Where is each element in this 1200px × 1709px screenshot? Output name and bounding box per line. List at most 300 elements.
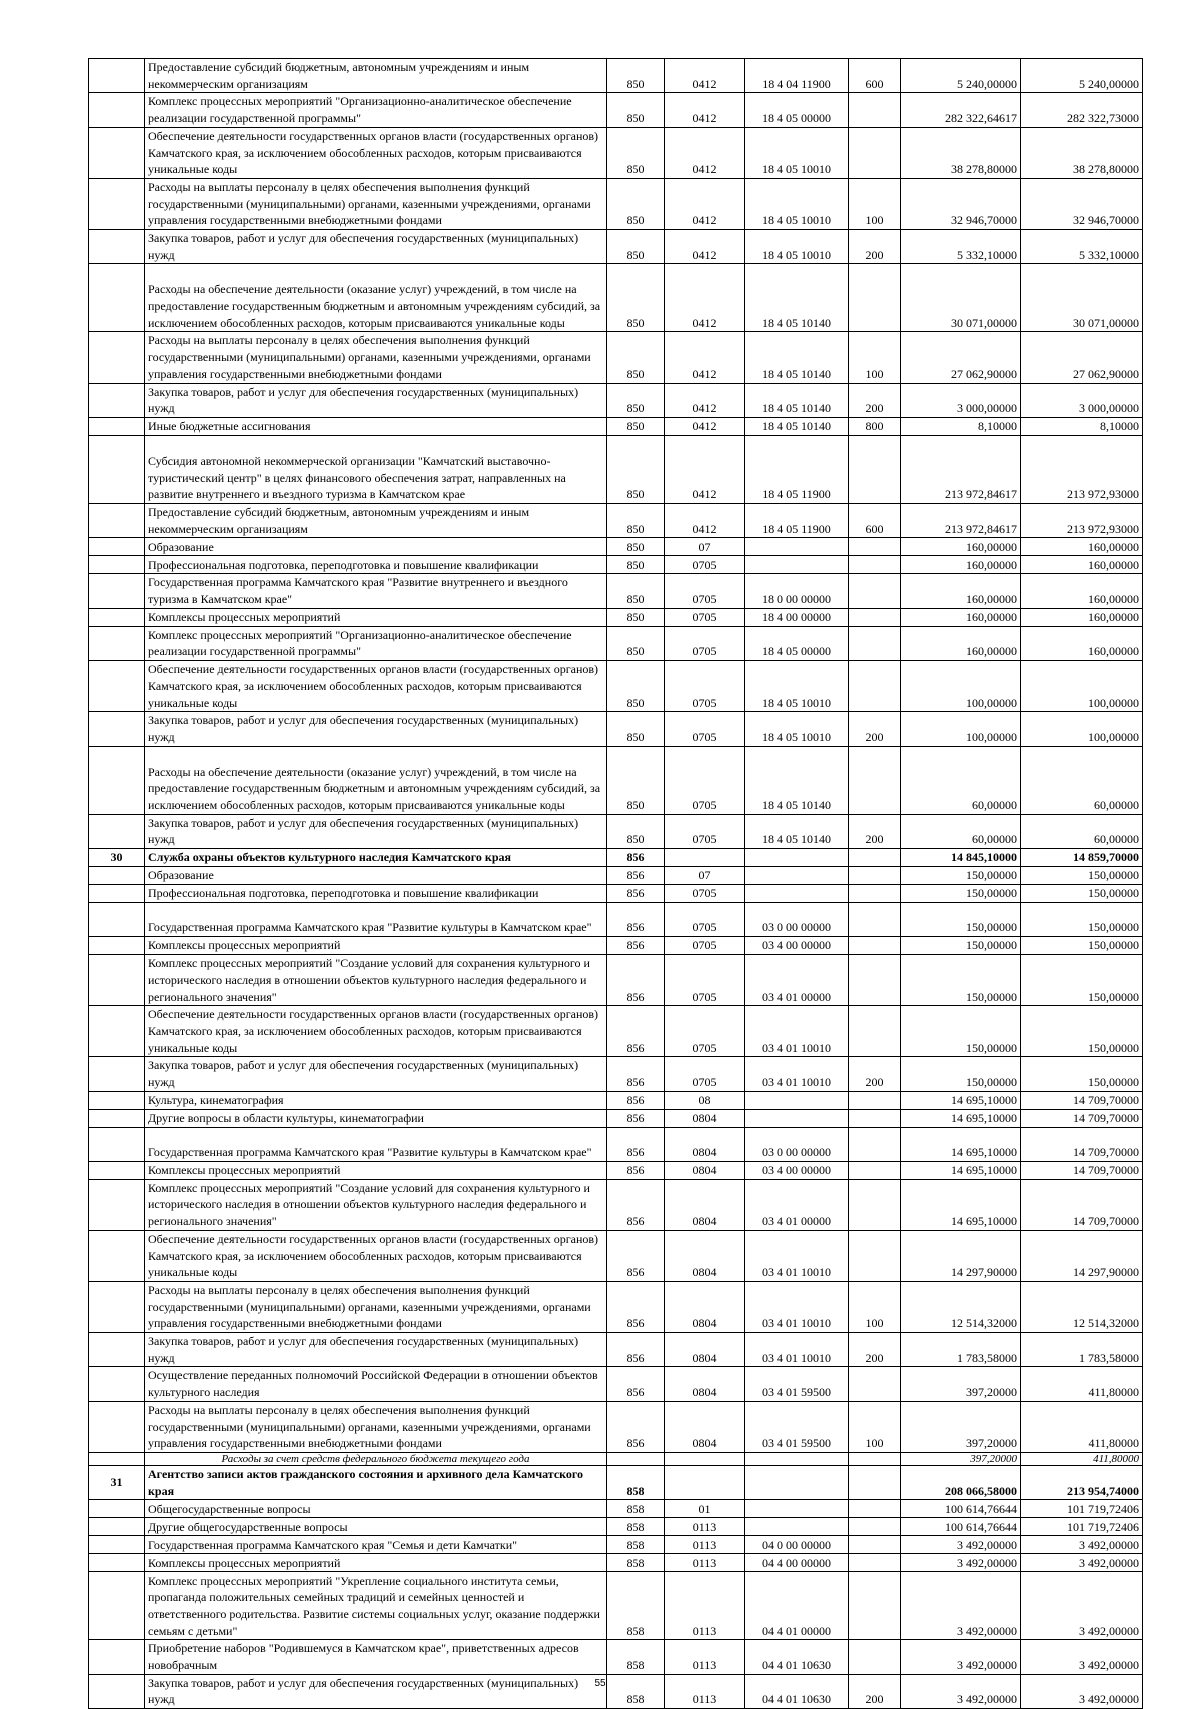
row-number-cell (89, 867, 145, 885)
expense-type-cell (849, 435, 901, 503)
expense-type-cell (849, 955, 901, 1006)
target-article-cell: 04 4 00 00000 (745, 1554, 849, 1572)
row-number-cell (89, 1161, 145, 1179)
target-article-cell: 04 0 00 00000 (745, 1536, 849, 1554)
section-code-cell: 0113 (665, 1674, 745, 1708)
expense-name-cell: Комплекс процессных мероприятий "Создание условий для сохранения культурного и исторического наследия в отношении объектов культурного наследия федерального и регионального значения" (145, 1179, 607, 1230)
table-row (89, 814, 1143, 848)
expense-type-cell (849, 1091, 901, 1109)
amount-year1-cell: 30 071,00000 (901, 264, 1021, 332)
department-code-cell: 850 (607, 608, 665, 626)
amount-year1-cell: 150,00000 (901, 1057, 1021, 1091)
target-article-cell: 03 0 00 00000 (745, 903, 849, 937)
department-code-cell: 856 (607, 903, 665, 937)
amount-year2-cell: 27 062,90000 (1021, 332, 1143, 383)
expense-type-cell (849, 1367, 901, 1401)
table-row (89, 661, 1143, 712)
section-code-cell: 0113 (665, 1640, 745, 1674)
department-code-cell: 850 (607, 712, 665, 746)
target-article-cell: 18 4 05 10010 (745, 127, 849, 178)
target-article-cell: 18 4 05 11900 (745, 435, 849, 503)
amount-year1-cell: 14 695,10000 (901, 1109, 1021, 1127)
department-code-cell: 850 (607, 574, 665, 608)
amount-year1-cell: 14 297,90000 (901, 1230, 1021, 1281)
row-number-cell (89, 661, 145, 712)
department-code-cell: 856 (607, 1109, 665, 1127)
amount-year2-cell: 150,00000 (1021, 937, 1143, 955)
table-row (89, 178, 1143, 229)
row-number-cell (89, 1536, 145, 1554)
amount-year1-cell: 3 000,00000 (901, 383, 1021, 417)
expense-type-cell (849, 885, 901, 903)
expense-name-cell: Комплекс процессных мероприятий "Организационно-аналитическое обеспечение реализации государственной программы" (145, 626, 607, 660)
expense-type-cell (849, 556, 901, 574)
expense-name-cell: Комплексы процессных мероприятий (145, 1554, 607, 1572)
row-number-cell (89, 712, 145, 746)
section-code-cell: 0804 (665, 1230, 745, 1281)
table-row (89, 127, 1143, 178)
row-number-cell (89, 1057, 145, 1091)
expense-name-cell: Расходы на выплаты персоналу в целях обеспечения выполнения функций государственными (муниципальными) органами, казенными учреждениями, органами управления государственными внебюджетными фондами (145, 178, 607, 229)
table-row (89, 1554, 1143, 1572)
expense-type-cell (849, 1465, 901, 1499)
target-article-cell: 03 4 01 10010 (745, 1281, 849, 1332)
table-row (89, 1057, 1143, 1091)
budget-document (88, 58, 1142, 1709)
table-row (89, 712, 1143, 746)
row-number-cell (89, 1500, 145, 1518)
section-code-cell: 0113 (665, 1536, 745, 1554)
expense-type-cell (849, 93, 901, 127)
target-article-cell: 03 4 01 10010 (745, 1006, 849, 1057)
expense-type-cell (849, 574, 901, 608)
amount-year2-cell: 3 492,00000 (1021, 1554, 1143, 1572)
expense-type-cell: 600 (849, 59, 901, 93)
amount-year1-cell: 14 695,10000 (901, 1127, 1021, 1161)
table-row (89, 332, 1143, 383)
table-row (89, 1161, 1143, 1179)
target-article-cell: 18 4 05 10140 (745, 417, 849, 435)
table-row (89, 574, 1143, 608)
row-number-cell (89, 332, 145, 383)
amount-year2-cell: 14 709,70000 (1021, 1179, 1143, 1230)
expense-name-cell: Расходы на выплаты персоналу в целях обеспечения выполнения функций государственными (муниципальными) органами, казенными учреждениями, органами управления государственными внебюджетными фондами (145, 1401, 607, 1452)
target-article-cell (745, 885, 849, 903)
department-code-cell: 858 (607, 1572, 665, 1640)
section-code-cell: 0412 (665, 435, 745, 503)
row-number-cell (89, 1333, 145, 1367)
section-code-cell: 0705 (665, 937, 745, 955)
amount-year1-cell: 14 695,10000 (901, 1161, 1021, 1179)
expense-name-cell: Расходы на обеспечение деятельности (оказание услуг) учреждений, в том числе на предоставление государственным бюджетным и автономным учреждениям субсидий, за исключением обособленных расходов, которым присваиваются уникальные коды (145, 746, 607, 814)
row-number-cell (89, 746, 145, 814)
amount-year1-cell: 3 492,00000 (901, 1640, 1021, 1674)
amount-year2-cell: 213 972,93000 (1021, 435, 1143, 503)
amount-year2-cell: 160,00000 (1021, 626, 1143, 660)
table-row (89, 383, 1143, 417)
amount-year2-cell: 101 719,72406 (1021, 1500, 1143, 1518)
department-code-cell: 850 (607, 264, 665, 332)
target-article-cell: 03 4 00 00000 (745, 1161, 849, 1179)
table-row (89, 1281, 1143, 1332)
target-article-cell (745, 1452, 849, 1465)
department-code-cell: 858 (607, 1465, 665, 1499)
target-article-cell: 03 0 00 00000 (745, 1127, 849, 1161)
amount-year2-cell: 14 859,70000 (1021, 849, 1143, 867)
expense-type-cell (849, 903, 901, 937)
expense-name-cell: Предоставление субсидий бюджетным, автономным учреждениям и иным некоммерческим организациям (145, 59, 607, 93)
page-number: 55 (594, 1678, 606, 1689)
amount-year2-cell: 213 954,74000 (1021, 1465, 1143, 1499)
target-article-cell: 18 4 05 10010 (745, 178, 849, 229)
table-row (89, 1500, 1143, 1518)
amount-year2-cell: 100,00000 (1021, 661, 1143, 712)
row-number-cell (89, 1554, 145, 1572)
row-number-cell (89, 178, 145, 229)
expenditure-table (88, 58, 1143, 1709)
table-row (89, 1091, 1143, 1109)
table-row (89, 417, 1143, 435)
section-code-cell: 0804 (665, 1281, 745, 1332)
row-number-cell (89, 1109, 145, 1127)
amount-year1-cell: 14 695,10000 (901, 1091, 1021, 1109)
amount-year2-cell: 411,80000 (1021, 1401, 1143, 1452)
amount-year2-cell: 150,00000 (1021, 955, 1143, 1006)
expense-type-cell: 800 (849, 417, 901, 435)
target-article-cell: 18 4 00 00000 (745, 608, 849, 626)
row-number-cell (89, 1452, 145, 1465)
department-code-cell: 856 (607, 849, 665, 867)
target-article-cell (745, 1109, 849, 1127)
target-article-cell: 03 4 00 00000 (745, 937, 849, 955)
expense-name-cell: Государственная программа Камчатского края "Развитие культуры в Камчатском крае" (145, 1127, 607, 1161)
row-number-cell (89, 1179, 145, 1230)
amount-year2-cell: 160,00000 (1021, 556, 1143, 574)
amount-year2-cell: 160,00000 (1021, 574, 1143, 608)
amount-year1-cell: 3 492,00000 (901, 1674, 1021, 1708)
section-code-cell: 0705 (665, 661, 745, 712)
expense-name-cell: Комплекс процессных мероприятий "Создание условий для сохранения культурного и исторического наследия в отношении объектов культурного наследия федерального и регионального значения" (145, 955, 607, 1006)
target-article-cell: 03 4 01 59500 (745, 1401, 849, 1452)
section-code-cell: 0412 (665, 93, 745, 127)
expense-type-cell: 600 (849, 503, 901, 537)
row-number-cell (89, 937, 145, 955)
row-number-cell (89, 1281, 145, 1332)
target-article-cell: 04 4 01 10630 (745, 1674, 849, 1708)
section-code-cell: 0705 (665, 885, 745, 903)
section-code-cell: 0705 (665, 1057, 745, 1091)
amount-year2-cell: 14 709,70000 (1021, 1091, 1143, 1109)
amount-year2-cell: 100,00000 (1021, 712, 1143, 746)
expense-type-cell (849, 1536, 901, 1554)
target-article-cell: 18 4 05 10010 (745, 661, 849, 712)
amount-year1-cell: 3 492,00000 (901, 1572, 1021, 1640)
row-number-cell (89, 1091, 145, 1109)
expense-type-cell (849, 867, 901, 885)
amount-year1-cell: 14 845,10000 (901, 849, 1021, 867)
amount-year1-cell: 3 492,00000 (901, 1554, 1021, 1572)
expense-type-cell (849, 127, 901, 178)
target-article-cell: 03 4 01 00000 (745, 955, 849, 1006)
amount-year2-cell: 5 332,10000 (1021, 230, 1143, 264)
expense-type-cell (849, 1518, 901, 1536)
expense-type-cell (849, 1161, 901, 1179)
expense-type-cell (849, 1452, 901, 1465)
expense-name-cell: Профессиональная подготовка, переподготовка и повышение квалификации (145, 885, 607, 903)
amount-year2-cell: 38 278,80000 (1021, 127, 1143, 178)
section-code-cell: 0705 (665, 608, 745, 626)
department-code-cell: 856 (607, 867, 665, 885)
target-article-cell: 03 4 01 10010 (745, 1230, 849, 1281)
target-article-cell: 18 4 05 00000 (745, 626, 849, 660)
amount-year1-cell: 150,00000 (901, 903, 1021, 937)
target-article-cell: 18 4 04 11900 (745, 59, 849, 93)
target-article-cell: 18 4 05 10010 (745, 712, 849, 746)
amount-year2-cell: 150,00000 (1021, 1006, 1143, 1057)
expense-name-cell: Приобретение наборов "Родившемуся в Камчатском крае", приветственных адресов новобрачным (145, 1640, 607, 1674)
department-code-cell: 858 (607, 1518, 665, 1536)
department-code-cell: 856 (607, 1281, 665, 1332)
table-row (89, 937, 1143, 955)
table-row (89, 503, 1143, 537)
amount-year1-cell: 150,00000 (901, 1006, 1021, 1057)
department-code-cell: 856 (607, 885, 665, 903)
expense-name-cell: Расходы на обеспечение деятельности (оказание услуг) учреждений, в том числе на предоставление государственным бюджетным и автономным учреждениям субсидий, за исключением обособленных расходов, которым присваиваются уникальные коды (145, 264, 607, 332)
department-code-cell (607, 1452, 665, 1465)
expense-name-cell: Образование (145, 538, 607, 556)
section-code-cell: 07 (665, 867, 745, 885)
amount-year2-cell: 282 322,73000 (1021, 93, 1143, 127)
expense-name-cell: Комплекс процессных мероприятий "Укрепление социального института семьи, пропаганда положительных семейных традиций и семейных ценностей и ответственного родительства. Развитие системы социальных услуг, оказание поддержки семьям с детьми" (145, 1572, 607, 1640)
department-code-cell: 850 (607, 626, 665, 660)
row-number-cell (89, 1006, 145, 1057)
amount-year1-cell: 150,00000 (901, 867, 1021, 885)
department-code-cell: 850 (607, 503, 665, 537)
amount-year2-cell: 32 946,70000 (1021, 178, 1143, 229)
department-code-cell: 856 (607, 955, 665, 1006)
table-row (89, 903, 1143, 937)
section-code-cell: 0412 (665, 178, 745, 229)
target-article-cell (745, 1465, 849, 1499)
amount-year2-cell: 30 071,00000 (1021, 264, 1143, 332)
row-number-cell (89, 574, 145, 608)
amount-year1-cell: 397,20000 (901, 1367, 1021, 1401)
expense-name-cell: Обеспечение деятельности государственных органов власти (государственных органов) Камчатского края, за исключением обособленных расходов, которым присваиваются уникальные коды (145, 1230, 607, 1281)
expense-type-cell (849, 1006, 901, 1057)
target-article-cell: 18 4 05 10140 (745, 383, 849, 417)
target-article-cell: 04 4 01 00000 (745, 1572, 849, 1640)
table-row (89, 538, 1143, 556)
row-number-cell: 30 (89, 849, 145, 867)
row-number-cell (89, 417, 145, 435)
target-article-cell: 18 4 05 10140 (745, 814, 849, 848)
amount-year1-cell: 208 066,58000 (901, 1465, 1021, 1499)
expense-name-cell: Закупка товаров, работ и услуг для обеспечения государственных (муниципальных) нужд (145, 712, 607, 746)
department-code-cell: 856 (607, 1333, 665, 1367)
target-article-cell: 04 4 01 10630 (745, 1640, 849, 1674)
section-code-cell: 01 (665, 1500, 745, 1518)
section-code-cell: 08 (665, 1091, 745, 1109)
row-number-cell (89, 59, 145, 93)
amount-year2-cell: 101 719,72406 (1021, 1518, 1143, 1536)
department-code-cell: 856 (607, 1091, 665, 1109)
target-article-cell (745, 849, 849, 867)
amount-year1-cell: 397,20000 (901, 1452, 1021, 1465)
table-row (89, 435, 1143, 503)
amount-year1-cell: 213 972,84617 (901, 435, 1021, 503)
amount-year1-cell: 160,00000 (901, 556, 1021, 574)
amount-year1-cell: 38 278,80000 (901, 127, 1021, 178)
expense-name-cell: Расходы за счет средств федерального бюджета текущего года (145, 1452, 607, 1465)
amount-year1-cell: 100 614,76644 (901, 1518, 1021, 1536)
section-code-cell: 0804 (665, 1401, 745, 1452)
row-number-cell (89, 885, 145, 903)
department-code-cell: 856 (607, 1367, 665, 1401)
expense-type-cell (849, 608, 901, 626)
section-code-cell: 0113 (665, 1518, 745, 1536)
table-row (89, 93, 1143, 127)
section-code-cell: 0705 (665, 712, 745, 746)
amount-year2-cell: 3 492,00000 (1021, 1674, 1143, 1708)
expense-type-cell (849, 937, 901, 955)
amount-year1-cell: 160,00000 (901, 574, 1021, 608)
section-code-cell: 0705 (665, 574, 745, 608)
table-row (89, 1109, 1143, 1127)
row-number-cell (89, 1401, 145, 1452)
section-code-cell: 0412 (665, 383, 745, 417)
amount-year2-cell: 150,00000 (1021, 867, 1143, 885)
row-number-cell (89, 538, 145, 556)
amount-year2-cell: 1 783,58000 (1021, 1333, 1143, 1367)
expense-type-cell: 200 (849, 383, 901, 417)
department-code-cell: 856 (607, 937, 665, 955)
department-code-cell: 856 (607, 1230, 665, 1281)
table-row (89, 1127, 1143, 1161)
section-code-cell: 0804 (665, 1333, 745, 1367)
table-row (89, 885, 1143, 903)
department-code-cell: 858 (607, 1500, 665, 1518)
amount-year1-cell: 150,00000 (901, 955, 1021, 1006)
row-number-cell (89, 1230, 145, 1281)
target-article-cell: 18 4 05 00000 (745, 93, 849, 127)
target-article-cell (745, 1091, 849, 1109)
row-number-cell: 31 (89, 1465, 145, 1499)
section-code-cell: 0705 (665, 1006, 745, 1057)
department-code-cell: 850 (607, 417, 665, 435)
amount-year1-cell: 100 614,76644 (901, 1500, 1021, 1518)
section-code-cell: 0705 (665, 814, 745, 848)
expense-name-cell: Культура, кинематография (145, 1091, 607, 1109)
amount-year2-cell: 213 972,93000 (1021, 503, 1143, 537)
expense-type-cell: 200 (849, 230, 901, 264)
expense-name-cell: Комплекс процессных мероприятий "Организационно-аналитическое обеспечение реализации государственной программы" (145, 93, 607, 127)
section-code-cell: 0705 (665, 746, 745, 814)
expense-type-cell (849, 849, 901, 867)
department-code-cell: 850 (607, 661, 665, 712)
target-article-cell (745, 1518, 849, 1536)
amount-year1-cell: 60,00000 (901, 814, 1021, 848)
note-row (89, 1452, 1143, 1465)
table-row (89, 1230, 1143, 1281)
amount-year1-cell: 5 240,00000 (901, 59, 1021, 93)
target-article-cell: 18 4 05 10140 (745, 332, 849, 383)
amount-year1-cell: 14 695,10000 (901, 1179, 1021, 1230)
table-row (89, 608, 1143, 626)
section-code-cell: 0804 (665, 1179, 745, 1230)
row-number-cell (89, 1572, 145, 1640)
department-code-cell: 850 (607, 178, 665, 229)
agency-row (89, 849, 1143, 867)
section-code-cell (665, 849, 745, 867)
table-row (89, 1179, 1143, 1230)
row-number-cell (89, 127, 145, 178)
expense-name-cell: Закупка товаров, работ и услуг для обеспечения государственных (муниципальных) нужд (145, 814, 607, 848)
target-article-cell: 03 4 01 10010 (745, 1333, 849, 1367)
target-article-cell: 03 4 01 59500 (745, 1367, 849, 1401)
row-number-cell (89, 503, 145, 537)
amount-year2-cell: 3 492,00000 (1021, 1572, 1143, 1640)
expense-type-cell (849, 661, 901, 712)
department-code-cell: 850 (607, 538, 665, 556)
target-article-cell: 18 4 05 10140 (745, 746, 849, 814)
amount-year1-cell: 100,00000 (901, 712, 1021, 746)
expense-name-cell: Агентство записи актов гражданского состояния и архивного дела Камчатского края (145, 1465, 607, 1499)
amount-year1-cell: 100,00000 (901, 661, 1021, 712)
expense-name-cell: Другие общегосударственные вопросы (145, 1518, 607, 1536)
expense-name-cell: Закупка товаров, работ и услуг для обеспечения государственных (муниципальных) нужд (145, 230, 607, 264)
department-code-cell: 850 (607, 230, 665, 264)
department-code-cell: 858 (607, 1554, 665, 1572)
expense-type-cell (849, 1230, 901, 1281)
department-code-cell: 850 (607, 556, 665, 574)
section-code-cell: 0804 (665, 1367, 745, 1401)
expense-name-cell: Другие вопросы в области культуры, кинематографии (145, 1109, 607, 1127)
expense-name-cell: Образование (145, 867, 607, 885)
expense-name-cell: Профессиональная подготовка, переподготовка и повышение квалификации (145, 556, 607, 574)
amount-year2-cell: 3 492,00000 (1021, 1536, 1143, 1554)
row-number-cell (89, 1640, 145, 1674)
expense-type-cell (849, 1179, 901, 1230)
row-number-cell (89, 435, 145, 503)
table-row (89, 1640, 1143, 1674)
section-code-cell: 0705 (665, 626, 745, 660)
table-row (89, 1401, 1143, 1452)
amount-year1-cell: 8,10000 (901, 417, 1021, 435)
table-row (89, 59, 1143, 93)
amount-year2-cell: 8,10000 (1021, 417, 1143, 435)
section-code-cell: 0412 (665, 127, 745, 178)
section-code-cell: 0804 (665, 1127, 745, 1161)
section-code-cell (665, 1452, 745, 1465)
row-number-cell (89, 93, 145, 127)
table-row (89, 1006, 1143, 1057)
expense-name-cell: Общегосударственные вопросы (145, 1500, 607, 1518)
amount-year1-cell: 32 946,70000 (901, 178, 1021, 229)
section-code-cell: 0412 (665, 264, 745, 332)
expense-name-cell: Государственная программа Камчатского края "Развитие культуры в Камчатском крае" (145, 903, 607, 937)
department-code-cell: 850 (607, 435, 665, 503)
department-code-cell: 856 (607, 1057, 665, 1091)
amount-year1-cell: 213 972,84617 (901, 503, 1021, 537)
department-code-cell: 856 (607, 1006, 665, 1057)
expense-name-cell: Обеспечение деятельности государственных органов власти (государственных органов) Камчатского края, за исключением обособленных расходов, которым присваиваются уникальные коды (145, 661, 607, 712)
amount-year2-cell: 12 514,32000 (1021, 1281, 1143, 1332)
department-code-cell: 850 (607, 383, 665, 417)
expense-name-cell: Комплексы процессных мероприятий (145, 1161, 607, 1179)
expense-name-cell: Закупка товаров, работ и услуг для обеспечения государственных (муниципальных) нужд (145, 383, 607, 417)
row-number-cell (89, 230, 145, 264)
amount-year2-cell: 14 297,90000 (1021, 1230, 1143, 1281)
